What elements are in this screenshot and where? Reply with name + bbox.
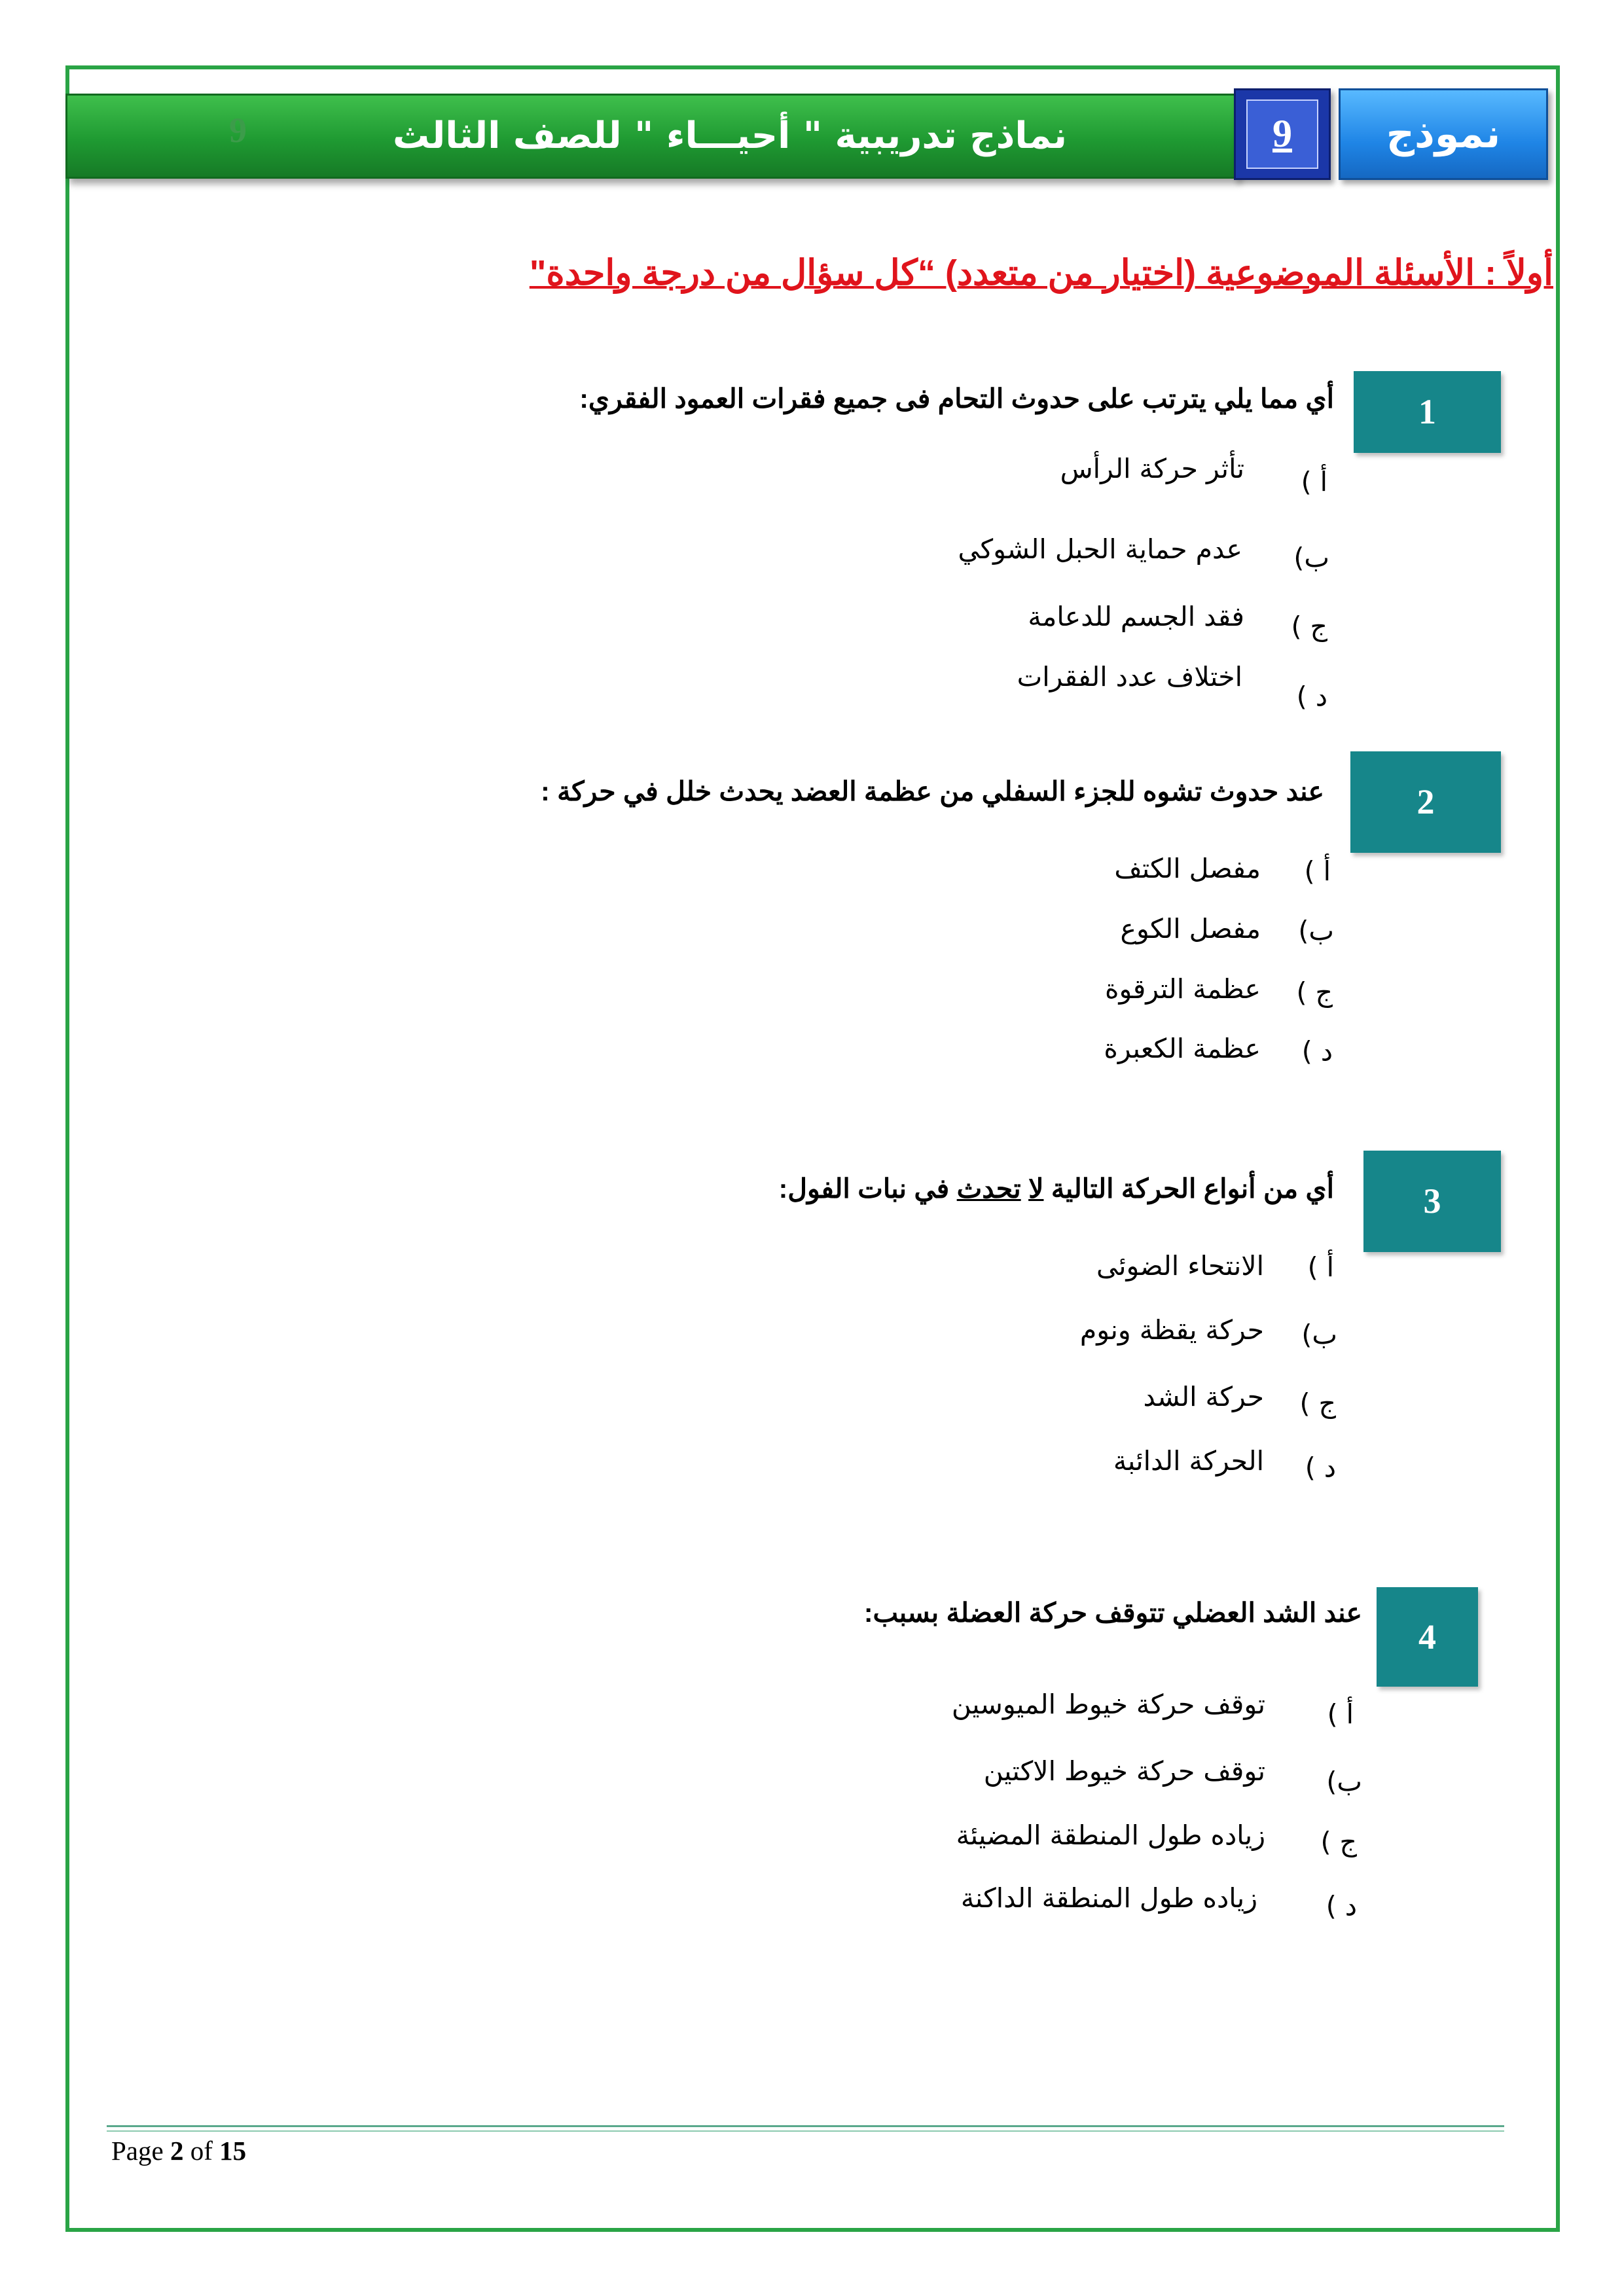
question-text-3-verb: تحدث [956, 1174, 1021, 1204]
option-label: أ ) [1327, 1698, 1354, 1730]
option-text[interactable]: الانتحاء الضوئى [1096, 1250, 1264, 1282]
option-text[interactable]: زياده طول المنطقة المضيئة [956, 1820, 1265, 1851]
option-label: د ) [1301, 1035, 1333, 1067]
option-text[interactable]: توقف حركة خيوط الاكتين [983, 1755, 1265, 1787]
option-label: د ) [1305, 1452, 1336, 1483]
option-label: ج ) [1296, 977, 1333, 1008]
option-label: أ ) [1301, 466, 1327, 497]
question-text-2: عند حدوث تشوه للجزء السفلي من عظمة العضد يحدث خلل في حركة : [541, 776, 1324, 806]
page-word: Page [111, 2136, 164, 2166]
option-text[interactable]: توقف حركة خيوط الميوسين [951, 1689, 1265, 1720]
of-word: of [190, 2136, 213, 2166]
footer-rule-secondary [107, 2130, 1504, 2132]
option-text[interactable]: مفصل الكوع [1120, 913, 1261, 944]
option-label: ب) [1326, 1766, 1362, 1797]
question-text-3-after: في نبات الفول: [778, 1174, 950, 1204]
page-indicator [111, 2135, 246, 2166]
option-label: ب) [1298, 915, 1334, 946]
question-number-3: 3 [1363, 1151, 1501, 1252]
question-number-4: 4 [1377, 1587, 1478, 1687]
option-label: ج ) [1299, 1388, 1336, 1419]
option-text[interactable]: عظمة الترقوة [1105, 973, 1261, 1005]
option-text[interactable]: تأثر حركة الرأس [1060, 453, 1244, 484]
option-label: د ) [1326, 1890, 1357, 1922]
option-text[interactable]: عظمة الكعبرة [1104, 1033, 1261, 1064]
header-title: نماذج تدريبية " أحيـــاء " للصف الثالث الثـانوي [392, 115, 1067, 236]
current-page: 2 [170, 2136, 184, 2166]
question-text-4: عند الشد العضلي تتوقف حركة العضلة بسبب: [863, 1598, 1362, 1628]
option-text[interactable]: اختلاف عدد الفقرات [1017, 661, 1242, 692]
option-label: د ) [1296, 681, 1327, 712]
question-text-3-before: أي من أنواع الحركة التالية [1051, 1174, 1334, 1204]
question-text-3-negation: لا [1028, 1174, 1044, 1204]
question-text-3 [779, 1173, 1334, 1204]
model-label: نموذج [1339, 88, 1548, 180]
model-number: 9 [1246, 99, 1318, 169]
question-number-1: 1 [1354, 371, 1501, 453]
option-text[interactable]: عدم حماية الحبل الشوكي [958, 533, 1242, 565]
header-faint-number: 9 [229, 111, 247, 150]
option-text[interactable]: فقد الجسم للدعامة [1028, 601, 1244, 632]
option-label: ج ) [1291, 611, 1327, 642]
footer-rule [107, 2125, 1504, 2127]
option-text[interactable]: حركة يقظة ونوم [1079, 1314, 1264, 1346]
option-label: أ ) [1307, 1251, 1334, 1283]
option-text[interactable]: الحركة الدائبة [1113, 1445, 1264, 1477]
model-number-box [1234, 88, 1331, 180]
option-text[interactable]: حركة الشد [1143, 1381, 1264, 1412]
option-label: ب) [1301, 1319, 1337, 1350]
option-label: ج ) [1320, 1826, 1357, 1857]
section-heading: أولاً : الأسئلة الموضوعية (اختيار من متعدد) “كل سؤال من درجة واحدة" [529, 253, 1553, 293]
option-label: ب) [1293, 542, 1329, 573]
option-text[interactable]: زياده طول المنطقة الداكنة [960, 1882, 1257, 1914]
question-number-2: 2 [1350, 751, 1501, 853]
option-label: أ ) [1304, 855, 1331, 887]
total-pages: 15 [219, 2136, 247, 2166]
option-text[interactable]: مفصل الكتف [1114, 853, 1261, 884]
question-text-1: أي مما يلي يترتب على حدوث التحام فى جميع فقرات العمود الفقري: [579, 384, 1334, 414]
